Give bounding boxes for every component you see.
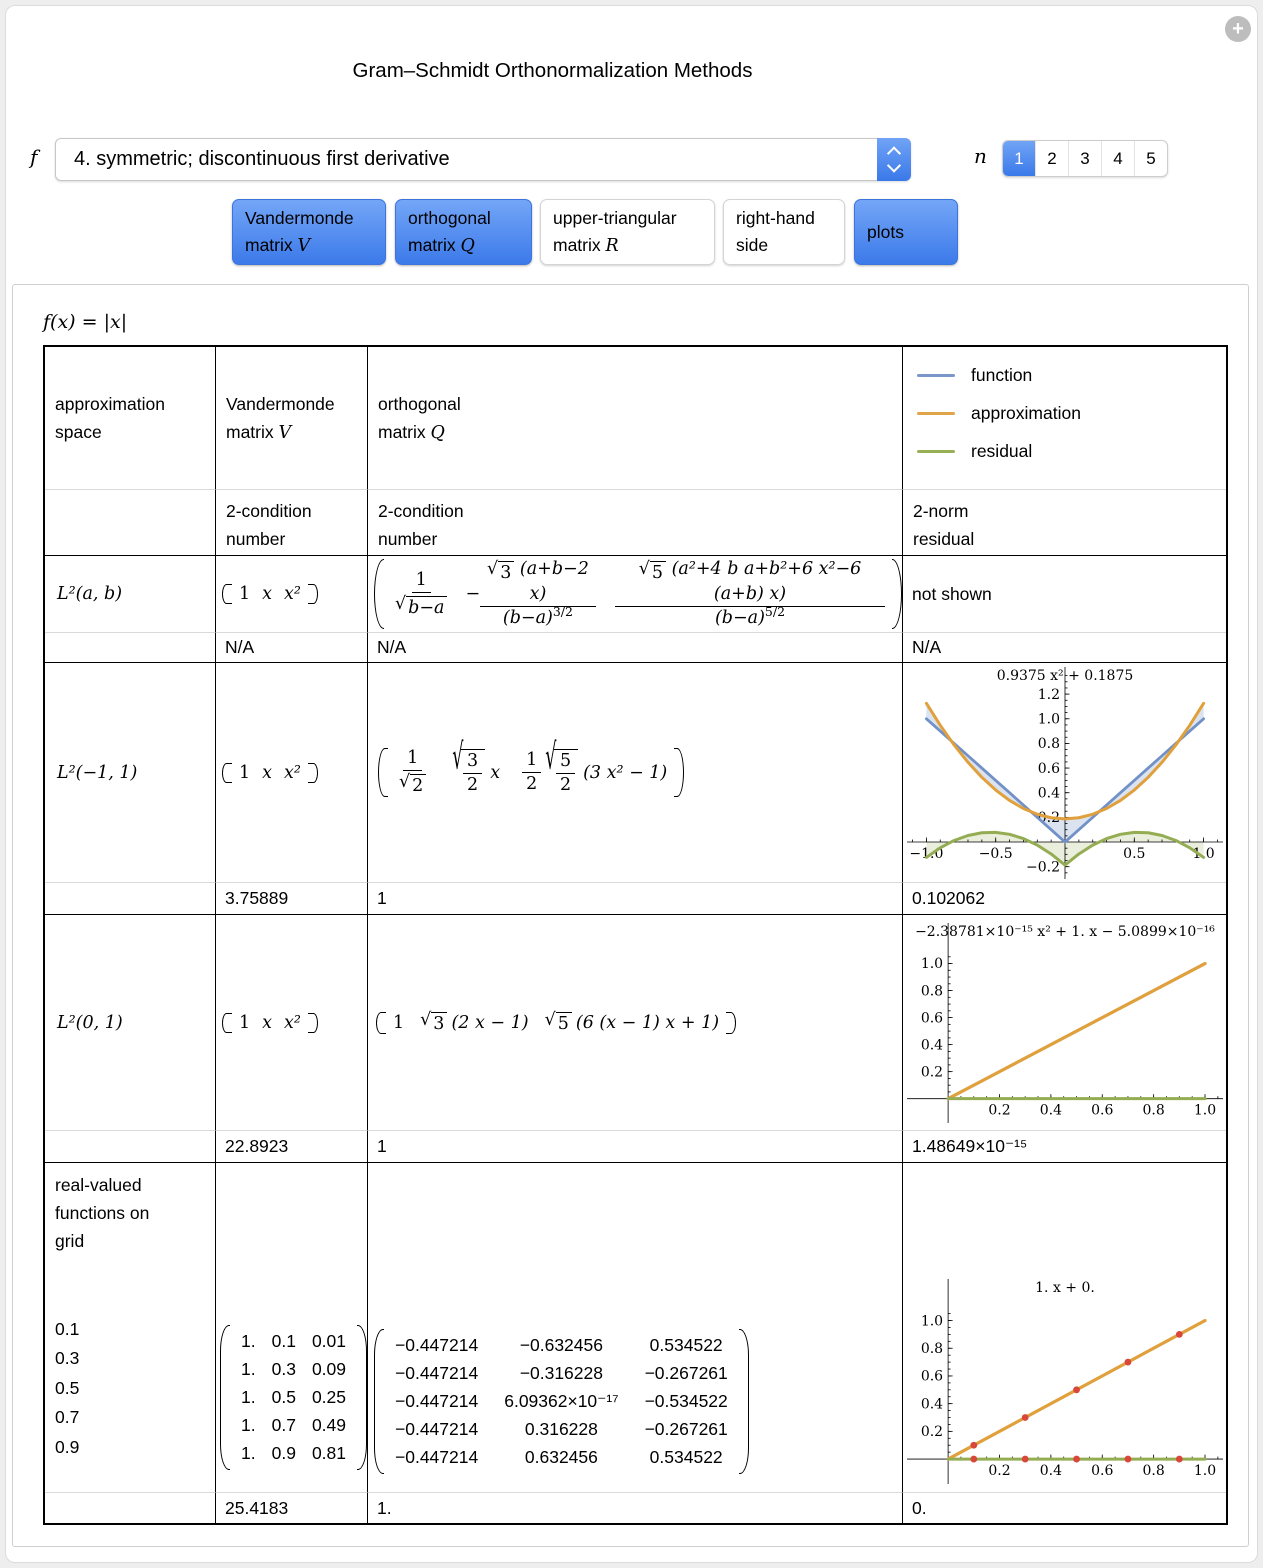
row-label-grid: real-valued functions on grid 0.1 0.3 0.5 0.7 0.9 <box>45 1162 216 1492</box>
plot-cell-l2m11 <box>903 662 1226 882</box>
q-condition-l201: 1 <box>368 1130 903 1162</box>
n-option-4[interactable]: 4 <box>1102 141 1135 176</box>
legend-label: function <box>971 365 1033 385</box>
q-matrix-grid: −0.447214 −0.632456 0.534522 −0.447214 −0.316228 −0.267261 −0.447214 6.09362×10⁻¹⁷ −0.534522 −0.447214 0.316228 −0.267261 −0.447214 0.632456 0.534522 <box>368 1162 903 1492</box>
empty-cell <box>45 632 216 662</box>
q-symbolic-l2ab: 1 √ b−a − √ 3 (a+b−2 x) $(b-a)^{3/2}$ √ 5 (a²+4 b a+b²+6 x²−6 (a+b) x) $(b-a)^{5/2}$ <box>368 555 903 632</box>
svg-text:0.2: 0.2 <box>987 1102 1011 1119</box>
matrix-q-symbol: Q <box>460 236 475 256</box>
toggle-label: matrix <box>553 235 606 255</box>
residual-l2m11: 0.102062 <box>903 882 1226 914</box>
header-line: matrix <box>378 421 431 442</box>
header-line: Vandermonde <box>226 393 335 414</box>
svg-text:1.0: 1.0 <box>920 955 943 972</box>
svg-text:1.0: 1.0 <box>1193 1463 1216 1480</box>
toggle-plots[interactable] <box>854 199 958 265</box>
popup-spinner[interactable] <box>877 138 911 181</box>
n-option-3[interactable]: 3 <box>1069 141 1102 176</box>
q-symbolic-l2m11: 1 √ 2 √ $\frac{3}{2}$ x $\frac{1}{2}$ √ $\frac{5}{2}$ (3 x² − 1) <box>368 662 903 882</box>
row-label-l201: L²(0, 1) <box>45 914 216 1130</box>
matrix-v-symbol: V <box>278 422 292 443</box>
row-label-l2ab: L²(a, b) <box>45 555 216 632</box>
v-condition-l201: 22.8923 <box>216 1130 368 1162</box>
svg-text:0.6: 0.6 <box>920 1368 943 1385</box>
legend-label: residual <box>971 441 1033 461</box>
result-panel <box>12 284 1249 1547</box>
svg-text:0.5: 0.5 <box>1122 845 1145 862</box>
legend-label: approximation <box>971 403 1081 423</box>
empty-cell <box>45 1492 216 1523</box>
header-line: approximation <box>55 394 165 414</box>
function-definition: f(x) = |x| <box>43 311 128 333</box>
header-line: matrix <box>226 421 279 442</box>
f-label: f <box>30 145 38 169</box>
svg-text:0.4: 0.4 <box>1037 784 1060 801</box>
n-option-5[interactable]: 5 <box>1146 148 1156 168</box>
plot-cell-grid <box>903 1162 1226 1492</box>
n-label: n <box>974 144 987 168</box>
n-setter-bar <box>1002 140 1168 177</box>
svg-text:0.8: 0.8 <box>920 982 943 999</box>
empty-cell <box>45 1130 216 1162</box>
legend-function <box>917 365 1226 386</box>
chevron-down-icon <box>887 159 901 173</box>
toggle-label: right-hand <box>736 208 815 228</box>
toggle-label: matrix <box>245 235 298 255</box>
n-option-1[interactable]: 1 <box>1003 141 1036 176</box>
svg-text:0.6: 0.6 <box>920 1009 943 1026</box>
v-matrix-grid: 1. 0.1 0.01 1. 0.3 0.09 1. 0.5 0.25 1. 0.7 0.49 1. 0.9 0.81 <box>216 1162 368 1492</box>
header-approximation-space <box>45 347 216 489</box>
grid-points-list: 0.1 0.3 0.5 0.7 0.9 <box>55 1318 80 1457</box>
svg-text:−0.2: −0.2 <box>1025 858 1060 875</box>
svg-text:1.0: 1.0 <box>1037 710 1060 727</box>
legend-approximation <box>917 403 1226 424</box>
plot-cell-l201 <box>903 914 1226 1130</box>
q-symbolic-l201: 1 √ 3 (2 x − 1) √ 5 (6 (x − 1) x + 1) <box>368 914 903 1130</box>
svg-text:0.2: 0.2 <box>1037 809 1060 826</box>
svg-text:1.2: 1.2 <box>1037 686 1060 703</box>
toggle-label: Vandermonde <box>245 208 354 228</box>
svg-text:0.4: 0.4 <box>920 1036 943 1053</box>
residual-plot-l2m11 <box>907 667 1223 879</box>
toggle-label: upper-triangular <box>553 208 677 228</box>
matrix-q-symbol: Q <box>430 422 445 443</box>
residual-l201: 1.48649×10⁻¹⁵ <box>903 1130 1226 1162</box>
v-symbolic-l201: 1 x x² <box>216 914 368 1130</box>
toggle-label: side <box>736 235 769 255</box>
matrix-r-symbol: R <box>605 236 619 256</box>
plus-icon[interactable]: + <box>1225 16 1251 42</box>
residual-line-swatch <box>917 450 955 454</box>
toggle-label: plots <box>867 221 904 242</box>
residual-plot-grid <box>907 1279 1223 1484</box>
svg-text:0.4: 0.4 <box>1039 1102 1062 1119</box>
plot-legend <box>903 347 1226 489</box>
svg-text:0.2: 0.2 <box>987 1463 1011 1480</box>
svg-text:0.9375 x² + 0.1875: 0.9375 x² + 0.1875 <box>996 667 1133 684</box>
results-table <box>43 345 1228 1525</box>
v-condition-grid: 25.4183 <box>216 1492 368 1523</box>
svg-text:1. x + 0.: 1. x + 0. <box>1034 1280 1095 1296</box>
svg-text:0.2: 0.2 <box>920 1424 943 1441</box>
plot-note-l2ab: not shown <box>903 555 1226 632</box>
header-vandermonde-matrix <box>216 347 368 489</box>
matrix-v-symbol: V <box>297 236 311 256</box>
subheader-q-condition: 2-condition number <box>368 489 903 555</box>
approximation-line-swatch <box>917 412 955 416</box>
svg-text:0.6: 0.6 <box>1090 1463 1113 1480</box>
svg-text:0.8: 0.8 <box>1142 1102 1165 1119</box>
svg-text:1.0: 1.0 <box>1191 845 1215 862</box>
v-symbolic-l2ab: 1 x x² <box>216 555 368 632</box>
toggle-upper-triangular-matrix[interactable] <box>540 199 715 265</box>
svg-text:0.4: 0.4 <box>1039 1463 1062 1480</box>
v-condition-l2m11: 3.75889 <box>216 882 368 914</box>
svg-text:−1.0: −1.0 <box>908 845 943 862</box>
svg-text:1.0: 1.0 <box>920 1313 943 1330</box>
svg-text:0.6: 0.6 <box>1037 760 1060 777</box>
n-option-2[interactable]: 2 <box>1036 141 1069 176</box>
svg-text:0.4: 0.4 <box>920 1396 943 1413</box>
header-orthogonal-matrix <box>368 347 903 489</box>
q-condition-grid: 1. <box>368 1492 903 1523</box>
function-popup-menu[interactable] <box>55 138 911 181</box>
empty-cell <box>45 489 216 555</box>
residual-grid: 0. <box>903 1492 1226 1523</box>
row-label-l2m11: L²(−1, 1) <box>45 662 216 882</box>
residual-plot-l201 <box>907 923 1223 1123</box>
toggle-right-hand-side[interactable] <box>723 199 845 265</box>
v-symbolic-l2m11: 1 x x² <box>216 662 368 882</box>
subheader-v-condition: 2-condition number <box>216 489 368 555</box>
header-line: orthogonal <box>378 393 461 414</box>
function-popup-value: 4. symmetric; discontinuous first derivative <box>74 148 450 170</box>
q-condition-l2ab: N/A <box>368 632 903 662</box>
v-condition-l2ab: N/A <box>216 632 368 662</box>
empty-cell <box>45 882 216 914</box>
subheader-2norm-residual: 2-norm residual <box>903 489 1226 555</box>
svg-text:0.8: 0.8 <box>1037 735 1060 752</box>
header-line: space <box>55 422 102 442</box>
svg-text:0.2: 0.2 <box>920 1063 943 1080</box>
svg-text:1.0: 1.0 <box>1193 1102 1216 1119</box>
svg-text:−2.38781×10⁻¹⁵ x² + 1. x − 5.0: −2.38781×10⁻¹⁵ x² + 1. x − 5.0899×10⁻¹⁶ <box>914 923 1215 940</box>
svg-text:0.6: 0.6 <box>1090 1102 1113 1119</box>
svg-text:−0.5: −0.5 <box>978 845 1013 862</box>
toggle-vandermonde-matrix[interactable] <box>232 199 386 265</box>
residual-l2ab: N/A <box>903 632 1226 662</box>
toggle-label: orthogonal <box>408 208 491 228</box>
svg-text:0.8: 0.8 <box>1142 1463 1165 1480</box>
q-condition-l2m11: 1 <box>368 882 903 914</box>
toggle-orthogonal-matrix[interactable] <box>395 199 532 265</box>
svg-text:0.8: 0.8 <box>920 1340 943 1357</box>
toggle-label: matrix <box>408 235 461 255</box>
function-line-swatch <box>917 374 955 378</box>
legend-residual <box>917 441 1226 462</box>
page-title: Gram–Schmidt Orthonormalization Methods <box>352 59 753 82</box>
